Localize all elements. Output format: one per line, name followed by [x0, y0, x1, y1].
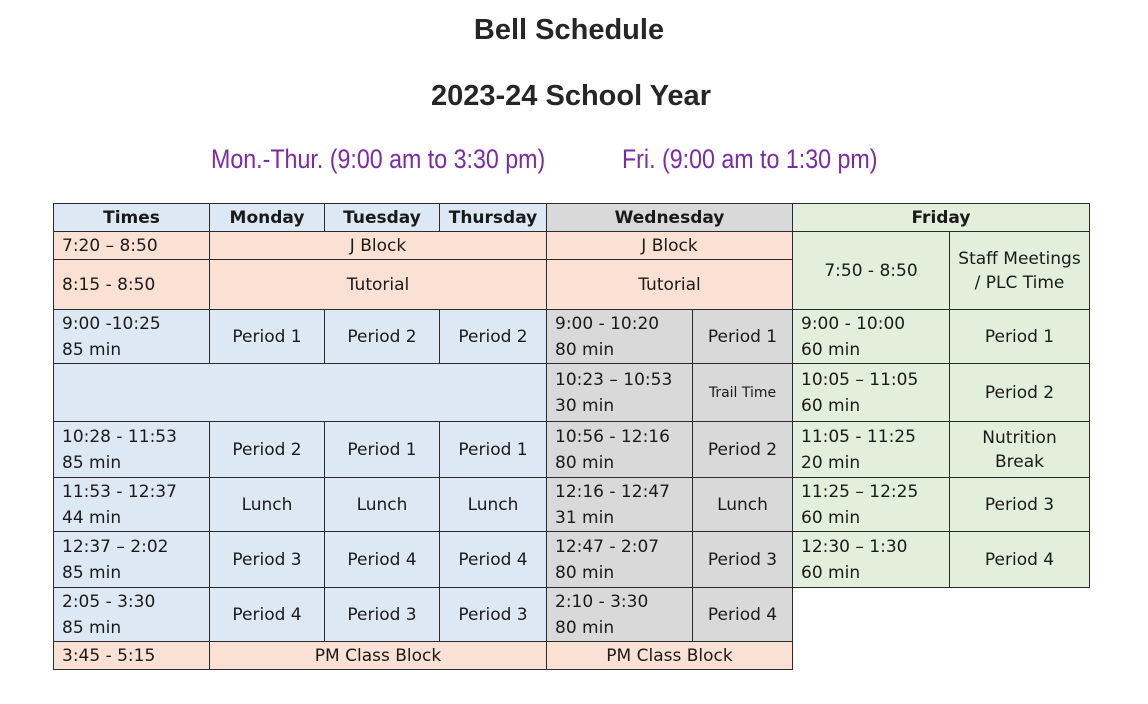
empty-cell: [793, 588, 1090, 642]
time-range: 12:37 – 2:02: [62, 536, 169, 557]
time-range: 10:23 – 10:53: [555, 369, 673, 390]
header-monday: Monday: [210, 204, 325, 232]
table-row: [54, 532, 1090, 588]
time-range: 11:53 - 12:37: [62, 481, 177, 502]
fri-staff-label: Staff Meetings / PLC Time: [950, 232, 1090, 310]
table-row: [54, 642, 1090, 670]
time-range: 11:05 - 11:25: [801, 426, 916, 447]
duration: 80 min: [555, 562, 615, 583]
wednesday-cell: Lunch: [693, 478, 793, 532]
header-times: Times: [54, 204, 210, 232]
duration: 60 min: [801, 339, 861, 360]
friday-cell: Period 1: [950, 310, 1090, 364]
duration: 60 min: [801, 562, 861, 583]
time-range: 11:25 – 12:25: [801, 481, 919, 502]
time-cell: [54, 310, 210, 364]
fri-time-cell: [793, 478, 950, 532]
table-row: [54, 310, 1090, 364]
wed-time-cell: [547, 364, 693, 422]
duration: 80 min: [555, 617, 615, 638]
time-range: 12:30 – 1:30: [801, 536, 908, 557]
time-cell: [54, 422, 210, 478]
time-cell: [54, 478, 210, 532]
monday-cell: Period 4: [210, 588, 325, 642]
page-title: Bell Schedule: [473, 14, 665, 46]
monday-cell: Period 1: [210, 310, 325, 364]
duration: 80 min: [555, 339, 615, 360]
j-block-mtt: J Block: [210, 232, 547, 260]
duration: 20 min: [801, 452, 861, 473]
wed-time-cell: [547, 532, 693, 588]
time-range: 9:00 - 10:00: [801, 313, 906, 334]
duration: 60 min: [801, 395, 861, 416]
fri-staff-time: 7:50 - 8:50: [793, 232, 950, 310]
wednesday-cell: Period 4: [693, 588, 793, 642]
time-cell: [54, 588, 210, 642]
header-tuesday: Tuesday: [325, 204, 440, 232]
wednesday-cell: Period 1: [693, 310, 793, 364]
monday-cell: Period 2: [210, 422, 325, 478]
thursday-cell: Period 1: [440, 422, 547, 478]
thursday-cell: Lunch: [440, 478, 547, 532]
fri-time-cell: [793, 532, 950, 588]
tuesday-cell: Period 1: [325, 422, 440, 478]
tutorial-mtt: Tutorial: [210, 260, 547, 310]
table-row: [54, 478, 1090, 532]
header-row: [54, 204, 1090, 232]
time-range: 2:05 - 3:30: [62, 591, 156, 612]
j-block-wed: J Block: [547, 232, 793, 260]
tutorial-wed: Tutorial: [547, 260, 793, 310]
duration: 44 min: [62, 507, 122, 528]
subtitle-fri: Fri. (9:00 am to 1:30 pm): [622, 144, 878, 174]
empty-mtt-cell: [54, 364, 547, 422]
time-cell: 8:15 - 8:50: [54, 260, 210, 310]
wed-time-cell: [547, 478, 693, 532]
header-wednesday: Wednesday: [547, 204, 793, 232]
time-cell: [54, 532, 210, 588]
wed-time-cell: [547, 422, 693, 478]
time-range: 2:10 - 3:30: [555, 591, 649, 612]
wed-time-cell: [547, 310, 693, 364]
time-range: 10:05 – 11:05: [801, 369, 919, 390]
table-row: [54, 588, 1090, 642]
time-range: 9:00 - 10:20: [555, 313, 660, 334]
friday-cell: Nutrition Break: [950, 422, 1090, 478]
time-range: 10:56 - 12:16: [555, 426, 670, 447]
monday-cell: Period 3: [210, 532, 325, 588]
duration: 85 min: [62, 452, 122, 473]
school-year-heading: 2023-24 School Year: [431, 80, 711, 112]
time-range: 10:28 - 11:53: [62, 426, 177, 447]
pm-block-mtt: PM Class Block: [210, 642, 547, 670]
time-range: 9:00 -10:25: [62, 313, 161, 334]
thursday-cell: Period 3: [440, 588, 547, 642]
friday-cell: Period 2: [950, 364, 1090, 422]
header-friday: Friday: [793, 204, 1090, 232]
friday-cell: Period 4: [950, 532, 1090, 588]
time-cell: 7:20 – 8:50: [54, 232, 210, 260]
tuesday-cell: Period 2: [325, 310, 440, 364]
monday-cell: Lunch: [210, 478, 325, 532]
duration: 30 min: [555, 395, 615, 416]
bell-schedule-table: [53, 203, 1090, 670]
wednesday-cell: Period 2: [693, 422, 793, 478]
duration: 60 min: [801, 507, 861, 528]
time-range: 12:47 - 2:07: [555, 536, 660, 557]
tuesday-cell: Period 4: [325, 532, 440, 588]
empty-cell: [793, 642, 1090, 670]
duration: 85 min: [62, 617, 122, 638]
header-thursday: Thursday: [440, 204, 547, 232]
table-row: [54, 422, 1090, 478]
time-cell: 3:45 - 5:15: [54, 642, 210, 670]
fri-time-cell: [793, 364, 950, 422]
tuesday-cell: Lunch: [325, 478, 440, 532]
time-range: 12:16 - 12:47: [555, 481, 670, 502]
tuesday-cell: Period 3: [325, 588, 440, 642]
thursday-cell: Period 2: [440, 310, 547, 364]
duration: 85 min: [62, 562, 122, 583]
duration: 80 min: [555, 452, 615, 473]
thursday-cell: Period 4: [440, 532, 547, 588]
subtitle-mon-thu: Mon.-Thur. (9:00 am to 3:30 pm): [211, 144, 546, 174]
wed-time-cell: [547, 588, 693, 642]
wednesday-cell: Trail Time: [693, 364, 793, 422]
friday-cell: Period 3: [950, 478, 1090, 532]
duration: 85 min: [62, 339, 122, 360]
fri-time-cell: [793, 422, 950, 478]
wednesday-cell: Period 3: [693, 532, 793, 588]
table-row: [54, 232, 1090, 260]
pm-block-wed: PM Class Block: [547, 642, 793, 670]
duration: 31 min: [555, 507, 615, 528]
fri-time-cell: [793, 310, 950, 364]
table-row: [54, 364, 1090, 422]
